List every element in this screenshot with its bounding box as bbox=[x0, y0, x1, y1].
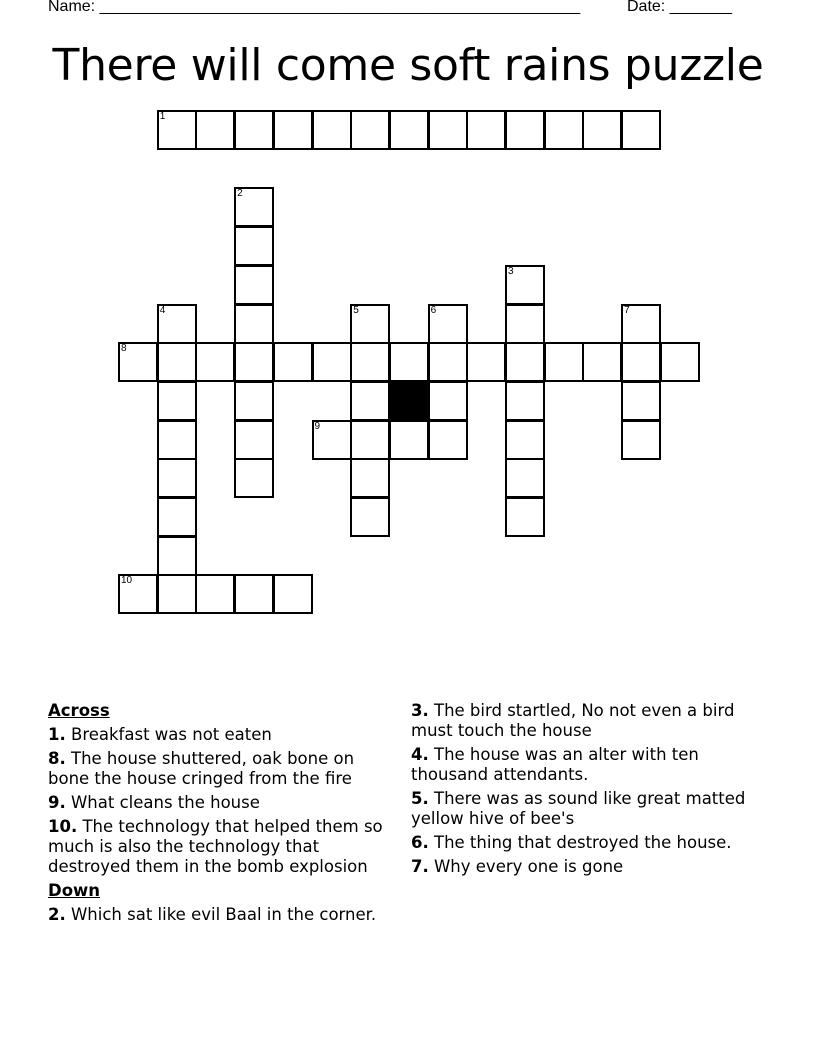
grid-cell[interactable] bbox=[273, 342, 313, 382]
grid-cell[interactable] bbox=[234, 265, 274, 305]
clue-number: 7 bbox=[624, 304, 630, 316]
clue-number: 5 bbox=[353, 304, 359, 316]
grid-cell[interactable] bbox=[428, 381, 468, 421]
clue-item bbox=[411, 789, 751, 829]
name-field: Name: ______________________________________________________ bbox=[48, 0, 581, 15]
clue-item-number: 7. bbox=[411, 857, 429, 876]
clue-number: 3 bbox=[508, 265, 514, 277]
grid-cell[interactable] bbox=[621, 420, 661, 460]
grid-cell[interactable] bbox=[234, 342, 274, 382]
date-field: Date: _______ bbox=[627, 0, 732, 15]
clue-number: 10 bbox=[121, 575, 133, 587]
clue-number: 9 bbox=[314, 420, 321, 432]
grid-cell[interactable] bbox=[195, 342, 235, 382]
grid-cell[interactable] bbox=[157, 420, 197, 460]
grid-cell[interactable] bbox=[582, 342, 622, 382]
grid-cell[interactable] bbox=[157, 110, 197, 150]
grid-cell[interactable] bbox=[273, 110, 313, 150]
grid-cell[interactable] bbox=[312, 420, 352, 460]
clue-item-text: Why every one is gone bbox=[428, 857, 624, 876]
clue-item bbox=[48, 793, 400, 813]
puzzle-title: There will come soft rains puzzle bbox=[52, 40, 764, 91]
grid-cell[interactable] bbox=[157, 458, 197, 498]
grid-cell[interactable] bbox=[350, 110, 390, 150]
grid-cell[interactable] bbox=[234, 574, 274, 614]
grid-cell[interactable] bbox=[544, 110, 584, 150]
grid-cell[interactable] bbox=[118, 342, 158, 382]
grid-cell[interactable] bbox=[660, 342, 700, 382]
clue-item bbox=[411, 857, 751, 877]
grid-cell[interactable] bbox=[466, 110, 506, 150]
grid-cell[interactable] bbox=[505, 265, 545, 305]
clue-item-text: The house was an alter with ten thousand attendants. bbox=[411, 745, 699, 784]
grid-cell[interactable] bbox=[505, 304, 545, 344]
grid-cell[interactable] bbox=[389, 420, 429, 460]
down-clue-list-continued bbox=[411, 701, 751, 877]
grid-cell[interactable] bbox=[312, 342, 352, 382]
clue-item-text: What cleans the house bbox=[65, 793, 260, 812]
clue-item bbox=[48, 817, 400, 877]
clue-item-number: 4. bbox=[411, 745, 429, 764]
down-clue-list bbox=[48, 905, 400, 925]
grid-cell[interactable] bbox=[118, 574, 158, 614]
clue-item-number: 8. bbox=[48, 749, 66, 768]
grid-cell[interactable] bbox=[234, 381, 274, 421]
clue-item-text: Which sat like evil Baal in the corner. bbox=[65, 905, 377, 924]
clue-item-text: The house shuttered, oak bone on bone the house cringed from the fire bbox=[48, 749, 355, 788]
clues-left-column bbox=[48, 701, 400, 929]
clue-item-text: There was as sound like great matted yellow hive of bee's bbox=[411, 789, 746, 828]
grid-cell[interactable] bbox=[350, 458, 390, 498]
grid-cell[interactable] bbox=[234, 110, 274, 150]
grid-cell[interactable] bbox=[621, 342, 661, 382]
clues-right-column bbox=[411, 701, 751, 881]
clue-item bbox=[48, 905, 400, 925]
grid-cell[interactable] bbox=[505, 420, 545, 460]
grid-cell[interactable] bbox=[389, 110, 429, 150]
grid-cell[interactable] bbox=[428, 110, 468, 150]
clue-item-number: 1. bbox=[48, 725, 66, 744]
grid-cell[interactable] bbox=[273, 574, 313, 614]
grid-cell[interactable] bbox=[234, 420, 274, 460]
grid-cell[interactable] bbox=[621, 304, 661, 344]
across-heading: Across bbox=[48, 701, 110, 720]
grid-cell[interactable] bbox=[505, 381, 545, 421]
clue-number: 2 bbox=[237, 188, 243, 200]
clue-item-text: The thing that destroyed the house. bbox=[428, 833, 732, 852]
clue-item-text: Breakfast was not eaten bbox=[65, 725, 272, 744]
grid-cell[interactable] bbox=[350, 497, 390, 537]
down-heading: Down bbox=[48, 881, 101, 900]
clue-item bbox=[48, 749, 400, 789]
grid-cell[interactable] bbox=[389, 342, 429, 382]
clue-number: 8 bbox=[121, 343, 127, 355]
clue-item-text: The bird startled, No not even a bird must touch the house bbox=[411, 701, 735, 740]
grid-cell[interactable] bbox=[505, 458, 545, 498]
grid-cell[interactable] bbox=[157, 536, 197, 576]
grid-cell[interactable] bbox=[157, 497, 197, 537]
clue-item-number: 2. bbox=[48, 905, 66, 924]
grid-cell[interactable] bbox=[505, 110, 545, 150]
grid-cell[interactable] bbox=[157, 574, 197, 614]
clue-item bbox=[411, 701, 751, 741]
clue-item bbox=[411, 833, 751, 853]
grid-cell[interactable] bbox=[428, 304, 468, 344]
clue-item-number: 6. bbox=[411, 833, 429, 852]
grid-cell[interactable] bbox=[505, 342, 545, 382]
grid-cell[interactable] bbox=[157, 381, 197, 421]
grid-cell[interactable] bbox=[428, 342, 468, 382]
grid-cell[interactable] bbox=[157, 342, 197, 382]
across-clue-list bbox=[48, 725, 400, 877]
grid-cell[interactable] bbox=[157, 304, 197, 344]
clue-item-number: 5. bbox=[411, 789, 429, 808]
grid-cell[interactable] bbox=[350, 381, 390, 421]
clue-item bbox=[48, 725, 400, 745]
grid-cell[interactable] bbox=[195, 110, 235, 150]
clue-item-number: 9. bbox=[48, 793, 66, 812]
clue-item-number: 3. bbox=[411, 701, 429, 720]
grid-cell[interactable] bbox=[428, 420, 468, 460]
grid-cell[interactable] bbox=[312, 110, 352, 150]
grid-cell[interactable] bbox=[234, 458, 274, 498]
clue-item-number: 10. bbox=[48, 817, 78, 836]
grid-cell[interactable] bbox=[544, 342, 584, 382]
black-cell bbox=[389, 381, 429, 421]
grid-cell[interactable] bbox=[234, 187, 274, 227]
grid-cell[interactable] bbox=[234, 226, 274, 266]
grid-cell[interactable] bbox=[234, 304, 274, 344]
clue-item-text: The technology that helped them so much is also the technology that destroyed them in the bomb explosion bbox=[48, 817, 383, 876]
grid-cell[interactable] bbox=[195, 574, 235, 614]
grid-cell[interactable] bbox=[466, 342, 506, 382]
clue-item bbox=[411, 745, 751, 785]
grid-cell[interactable] bbox=[350, 342, 390, 382]
clue-number: 6 bbox=[430, 304, 437, 316]
grid-cell[interactable] bbox=[621, 110, 661, 150]
clue-number: 1 bbox=[159, 111, 166, 122]
grid-cell[interactable] bbox=[582, 110, 622, 150]
clue-number: 4 bbox=[159, 304, 166, 316]
grid-cell[interactable] bbox=[350, 304, 390, 344]
grid-cell[interactable] bbox=[505, 497, 545, 537]
grid-cell[interactable] bbox=[350, 420, 390, 460]
grid-cell[interactable] bbox=[621, 381, 661, 421]
